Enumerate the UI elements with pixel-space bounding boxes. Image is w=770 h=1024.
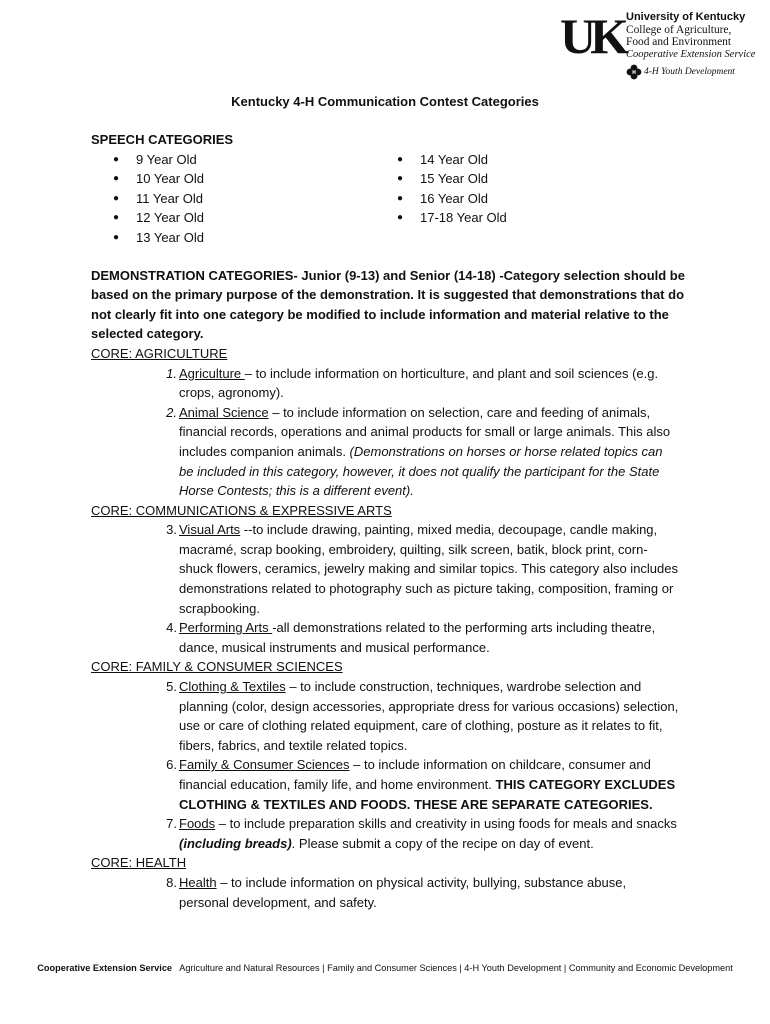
list-item: ● 10 Year Old	[112, 171, 204, 187]
category-name: Foods	[179, 816, 216, 832]
category-entry: 1. Agriculture – to include information on horticulture, and plant and soil sciences (e.g. crops, agronomy).	[166, 365, 659, 401]
university-line: Cooperative Extension Service	[626, 48, 756, 60]
speech-heading: SPEECH CATEGORIES	[91, 132, 234, 147]
category-name: Family & Consumer Sciences	[179, 757, 350, 773]
speech-column-1	[91, 150, 391, 248]
category-entry: 4. Performing Arts -all demonstrations related to the performing arts including theatre, dance, musical instruments and musical performance.	[166, 620, 656, 655]
list-item: ● 13 Year Old	[112, 229, 204, 245]
youth-development-line	[626, 64, 735, 80]
core-heading-fcs: CORE: FAMILY & CONSUMER SCIENCES	[91, 659, 343, 675]
svg-text:H: H	[632, 70, 636, 76]
university-line: Food and Environment	[626, 36, 732, 48]
core-heading-communications: CORE: COMMUNICATIONS & EXPRESSIVE ARTS	[91, 502, 392, 518]
page-title: Kentucky 4-H Communication Contest Categories	[231, 94, 539, 109]
speech-column-2	[391, 150, 691, 248]
category-name: Performing Arts	[179, 620, 273, 636]
category-entry: 7. Foods – to include preparation skills and creativity in using foods for meals and snacks (including breads). Please submit a copy of the recipe on day of event.	[166, 816, 677, 851]
list-item: ● 12 Year Old	[112, 210, 204, 226]
category-entry: 3. Visual Arts --to include drawing, painting, mixed media, decoupage, candle making, macramé, scrap booking, embroidery, quilting, silk screen, batik, block print, corn-shuck flowers, ceramics, jewelry making and similar topics. This category also includes demonstrations related to photography such as picture taking, composition, framing or scrapbooking.	[166, 522, 679, 616]
category-entry: 6. Family & Consumer Sciences – to include information on childcare, consumer and financial education, family life, and home environment. THIS CATEGORY EXCLUDES CLOTHING & TEXTILES AND FOODS. THESE ARE SEPARATE CATEGORIES.	[166, 757, 676, 812]
list-item: ● 9 Year Old	[112, 151, 197, 167]
university-line: University of Kentucky	[626, 11, 746, 23]
list-item: ● 11 Year Old	[112, 190, 203, 206]
youth-program-label: 4-H Youth Development	[644, 67, 735, 77]
speech-categories	[91, 150, 691, 248]
demonstration-intro: DEMONSTRATION CATEGORIES- Junior (9-13) and Senior (14-18) -Category selection should be based on the primary purpose of the demonstration. It is suggested that demonstrations that do not clearly fit into one category be modified to include information and material relative to the selected category.	[91, 267, 685, 342]
category-name: Agriculture	[179, 365, 245, 381]
university-name	[626, 11, 766, 61]
category-name: Visual Arts	[179, 522, 241, 538]
list-item: ● 14 Year Old	[396, 151, 488, 167]
footer-org: Cooperative Extension Service	[37, 963, 173, 973]
core-heading-agriculture: CORE: AGRICULTURE	[91, 345, 228, 361]
category-name: Clothing & Textiles	[179, 679, 286, 695]
category-name: Animal Science	[179, 404, 269, 420]
uk-logo: UK	[560, 8, 623, 64]
category-entry: 8. Health – to include information on physical activity, bullying, substance abuse, personal development, and safety.	[166, 874, 627, 910]
footer-units: Agriculture and Natural Resources | Family and Consumer Sciences | 4-H Youth Development | Community and Economic Development	[172, 963, 733, 973]
four-leaf-clover-icon	[626, 64, 642, 80]
university-line: College of Agriculture,	[626, 23, 732, 36]
category-name: Health	[179, 874, 217, 890]
category-entry: 2. Animal Science – to include information on selection, care and feeding of animals, financial records, operations and animal products for small or large animals. This also includes companion animals. (Demonstrations on horses or horse related topics can be included in this category, however, it does not qualify the participant for the State Horse Contests; this is a different event).	[166, 404, 671, 499]
page-footer	[0, 963, 770, 973]
uk-logo-block	[560, 10, 760, 80]
category-entry: 5. Clothing & Textiles – to include construction, techniques, wardrobe selection and planning (color, design accessories, appropriate dress for various occasions) selection, use or care of clothing related equipment, care of clothing, posture as it relates to fit, fibers, fabrics, and textile related topics.	[166, 679, 679, 753]
list-item: ● 17-18 Year Old	[396, 210, 507, 226]
list-item: ● 15 Year Old	[396, 171, 488, 187]
list-item: ● 16 Year Old	[396, 190, 488, 206]
main-content	[91, 130, 691, 912]
core-heading-health: CORE: HEALTH	[91, 855, 187, 871]
